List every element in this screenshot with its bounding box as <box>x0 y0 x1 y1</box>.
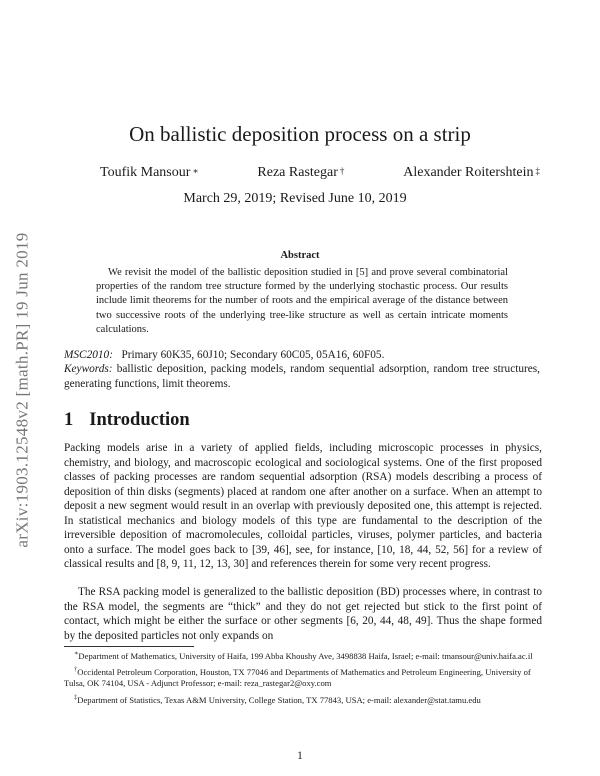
msc-classification <box>64 348 540 363</box>
section-number: 1 <box>64 410 74 430</box>
keywords-label: Keywords: <box>64 363 113 375</box>
footnote-text: Department of Statistics, Texas A&M University, College Station, TX 77843, USA; e-mail: alexander@stat.tamu.edu <box>77 694 481 705</box>
msc-codes: Primary 60K35, 60J10; Secondary 60C05, 05A16, 60F05. <box>121 349 385 361</box>
section-heading <box>64 408 190 432</box>
arxiv-identifier-text: arXiv:1903.12548v2 [math.PR] 19 Jun 2019 <box>13 232 32 548</box>
footnote-divider <box>64 646 194 647</box>
abstract-heading: Abstract <box>280 250 320 261</box>
author-name: Alexander Roitershtein <box>403 165 534 180</box>
section-title: Introduction <box>89 410 190 430</box>
keywords-text: ballistic deposition, packing models, random sequential adsorption, random tree structures, generating functions, limit theorems. <box>64 363 540 390</box>
author-footnote-mark: † <box>339 166 345 176</box>
author-2 <box>257 164 344 182</box>
author-footnote-mark: ∗ <box>192 166 199 176</box>
footnote-mark: † <box>74 666 78 674</box>
body-paragraph: The RSA packing model is generalized to the ballistic deposition (BD) processes where, in contrast to the RSA model, the segments are “thick” and they do not get rejected but stick to the first point of contact, which might be either the surface or other segments [6, 20, 44, 48, 49]. Thus the shape formed by the deposited particles not only expands on <box>64 586 542 642</box>
keywords <box>64 362 540 391</box>
body-paragraph: Packing models arise in a variety of applied fields, including microscopic processes in physics, chemistry, and biology, and macroscopic ecological and sociological systems. One of the first proposed classes of packing processes are random sequential adsorption (RSA) models describing a process of deposition of thin disks (segments) placed at random one after another on a surface. When an attempt to deposit a new segment would result in an overlap with previously deposited one, this attempt is rejected. In statistical mechanics and biology models of this type are fundamental to the description of the irreversible deposition of macromolecules, colloidal particles, viruses, polymer particles, and bacteria onto a surface. The model goes back to [39, 46], see, for instance, [10, 18, 44, 52, 56] for a review of classical results and [8, 9, 11, 12, 13, 30] and references therein for some very recent progress. <box>64 442 542 570</box>
footnotes <box>64 648 542 708</box>
footnote <box>64 692 542 706</box>
author-1 <box>100 164 199 182</box>
page-number: 1 <box>297 750 303 762</box>
author-footnote-mark: ‡ <box>535 166 540 176</box>
paper-date: March 29, 2019; Revised June 10, 2019 <box>183 191 407 206</box>
author-name: Toufik Mansour <box>100 165 191 180</box>
msc-label: MSC2010: <box>64 349 113 361</box>
footnote-text: Occidental Petroleum Corporation, Houston, TX 77046 and Departments of Mathematics and Petroleum Engineering, University of Tulsa, OK 74104, USA - Adjunct Professor; e-mail: reza_rastegar2@oxy.com <box>64 667 531 689</box>
footnote-mark: ‡ <box>74 693 78 701</box>
author-name: Reza Rastegar <box>257 165 338 180</box>
footnote-text: Department of Mathematics, University of Haifa, 199 Abba Khoushy Ave, 3498838 Haifa, Israel; e-mail: tmansour@univ.haifa.ac.il <box>78 650 533 661</box>
author-3 <box>403 164 540 182</box>
author-list <box>100 164 540 182</box>
footnote <box>64 664 542 689</box>
abstract-text: We revisit the model of the ballistic deposition studied in [5] and prove several combinatorial properties of the random tree structure formed by the underlying stochastic process. Our results include limit theorems for the number of roots and the empirical average of the distance between two successive roots of the underlying tree-like structure as well as certain intricate moments calculations. <box>96 267 508 335</box>
footnote <box>64 648 542 662</box>
footnote-mark: ∗ <box>74 650 79 657</box>
paper-title: On ballistic deposition process on a strip <box>129 122 471 146</box>
